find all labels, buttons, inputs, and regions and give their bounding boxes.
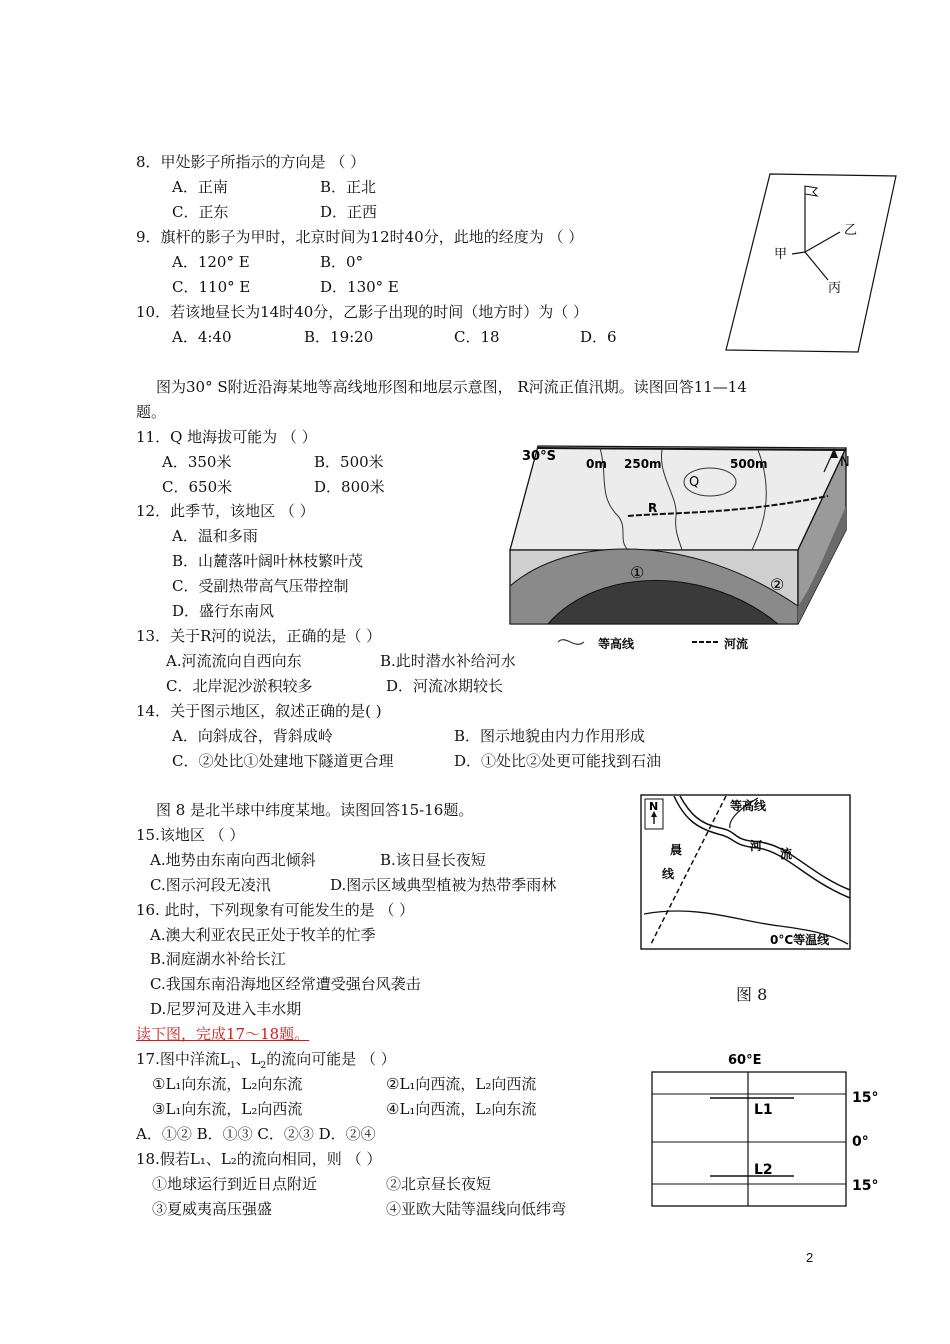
q9-stem: 9．旗杆的影子为甲时，北京时间为12时40分，此地的经度为 （ ）: [136, 228, 584, 246]
contour-500m-label: 500m: [730, 457, 768, 471]
q11-option-d: D．800米: [314, 478, 385, 496]
fig8-north-label: N: [649, 800, 659, 813]
q17-choices: A．①② B．①③ C．②③ D．②④: [136, 1125, 376, 1143]
q18-option-2: ②北京昼长夜短: [386, 1175, 492, 1193]
q15-option-d: D.图示区域典型植被为热带季雨林: [330, 876, 557, 894]
q14-option-a: A．向斜成谷，背斜成岭: [172, 727, 333, 745]
fig8-terminator-char1: 晨: [670, 843, 683, 857]
intro-11-14-line1: 图为30° S附近沿海某地等高线地形图和地层示意图， R河流正值汛期。读图回答11—14: [156, 378, 747, 396]
q13-option-b: B.此时潜水补给河水: [380, 652, 516, 670]
q10-option-a: A．4:40: [172, 328, 232, 346]
ocean-current-figure: [648, 1046, 888, 1208]
q15-stem: 15.该地区 （ ）: [136, 826, 245, 844]
q9-option-c: C．110° E: [172, 278, 251, 296]
q18-option-1: ①地球运行到近日点附近: [152, 1175, 318, 1193]
river-r-label: R: [648, 501, 658, 515]
q12-option-c: C．受副热带高气压带控制: [172, 577, 349, 595]
q14-option-b: B．图示地貌由内力作用形成: [454, 727, 646, 745]
north-label: N: [840, 455, 850, 470]
q11-option-c: C．650米: [162, 478, 233, 496]
q17-option-3: ③L₁向东流，L₂向西流: [152, 1100, 303, 1118]
q10-option-c: C．18: [454, 328, 500, 346]
fig8-terminator-char2: 线: [662, 867, 675, 881]
q16-option-b: B.洞庭湖水补给长江: [150, 950, 286, 968]
q13-option-d: D．河流冰期较长: [386, 677, 504, 695]
q8-option-b: B．正北: [320, 178, 377, 196]
q8-option-a: A．正南: [172, 178, 228, 196]
q12-option-d: D．盛行东南风: [172, 602, 275, 620]
q12-stem: 12．此季节，该地区 （ ）: [136, 502, 315, 520]
q14-option-d: D．①处比②处更可能找到石油: [454, 752, 662, 770]
legend-contour-label: 等高线: [598, 637, 635, 651]
q12-option-a: A．温和多雨: [172, 527, 258, 545]
q8-stem: 8．甲处影子所指示的方向是 （ ）: [136, 153, 366, 171]
flagpole-shadow-figure: [724, 172, 900, 354]
lon-60e-label: 60°E: [728, 1053, 762, 1068]
q18-option-4: ④亚欧大陆等温线向低纬弯: [386, 1200, 567, 1218]
intro-17-18: 读下图，完成17～18题。: [136, 1025, 310, 1043]
q14-stem: 14．关于图示地区，叙述正确的是( ): [136, 702, 382, 720]
q13-option-a: A.河流流向自西向东: [166, 652, 302, 670]
contour-0m-label: 0m: [586, 457, 607, 471]
q14-option-c: C．②处比①处建地下隧道更合理: [172, 752, 394, 770]
label-bing: 丙: [828, 281, 842, 296]
q13-stem: 13．关于R河的说法，正确的是（ ）: [136, 627, 382, 645]
fig8-contour-label: 等高线: [730, 799, 767, 813]
fig8-caption: 图 8: [736, 985, 768, 1004]
fig8-river-char2: 流: [780, 847, 793, 861]
q12-option-b: B．山麓落叶阔叶林枝繁叶茂: [172, 552, 364, 570]
q16-option-d: D.尼罗河及进入丰水期: [150, 1000, 302, 1018]
q16-stem: 16. 此时，下列现象有可能发生的是 （ ）: [136, 901, 415, 919]
terrain-block-diagram: [508, 436, 858, 654]
q9-option-b: B．0°: [320, 253, 364, 271]
figure-8: [640, 794, 852, 950]
q8-option-c: C．正东: [172, 203, 229, 221]
layer-1-label: ①: [630, 563, 645, 582]
q15-option-c: C.图示河段无凌汛: [150, 876, 271, 894]
current-l1-label: L1: [754, 1102, 773, 1118]
contour-250m-label: 250m: [624, 457, 662, 471]
point-q-label: Q: [689, 475, 700, 490]
layer-2-label: ②: [770, 575, 785, 594]
q15-option-a: A.地势由东南向西北倾斜: [150, 851, 316, 869]
q17-stem: 17.图中洋流$L_1$、$L_2$的流向可能是 （ ）: [136, 1050, 396, 1071]
current-l2-label: L2: [754, 1162, 773, 1178]
equator-label: 0°: [852, 1134, 869, 1150]
lat-15s-label: 15°: [852, 1178, 879, 1194]
q9-option-d: D．130° E: [320, 278, 399, 296]
q15-option-b: B.该日昼长夜短: [380, 851, 486, 869]
q18-option-3: ③夏威夷高压强盛: [152, 1200, 273, 1218]
q18-stem: 18.假若L₁、L₂的流向相同，则 （ ）: [136, 1150, 382, 1168]
legend-river-label: 河流: [724, 637, 749, 651]
label-yi: 乙: [844, 223, 858, 238]
lat-30s-label: 30°S: [522, 449, 556, 464]
q16-option-a: A.澳大利亚农民正处于牧羊的忙季: [150, 926, 376, 944]
q16-option-c: C.我国东南沿海地区经常遭受强台风袭击: [150, 975, 421, 993]
q17-option-2: ②L₁向西流，L₂向西流: [386, 1075, 537, 1093]
q17-option-1: ①L₁向东流，L₂向东流: [152, 1075, 303, 1093]
q17-option-4: ④L₁向西流，L₂向东流: [386, 1100, 537, 1118]
lat-15n-label: 15°: [852, 1090, 879, 1106]
q13-option-c: C．北岸泥沙淤积较多: [166, 677, 313, 695]
q9-option-a: A．120° E: [172, 253, 250, 271]
q11-stem: 11．Q 地海拔可能为 （ ）: [136, 428, 317, 446]
fig8-isotherm-label: 0°C等温线: [770, 933, 830, 947]
q10-option-b: B．19:20: [304, 328, 374, 346]
intro-15-16: 图 8 是北半球中纬度某地。读图回答15-16题。: [156, 801, 474, 819]
q10-stem: 10．若该地昼长为14时40分，乙影子出现的时间（地方时）为（ ）: [136, 303, 589, 321]
q11-option-b: B．500米: [314, 453, 384, 471]
q8-option-d: D．正西: [320, 203, 378, 221]
page-number: 2: [806, 1250, 814, 1265]
fig8-river-char1: 河: [750, 839, 763, 853]
label-jia: 甲: [774, 247, 788, 262]
q11-option-a: A．350米: [162, 453, 232, 471]
intro-11-14-line2: 题。: [136, 403, 167, 421]
q10-option-d: D．6: [580, 328, 617, 346]
